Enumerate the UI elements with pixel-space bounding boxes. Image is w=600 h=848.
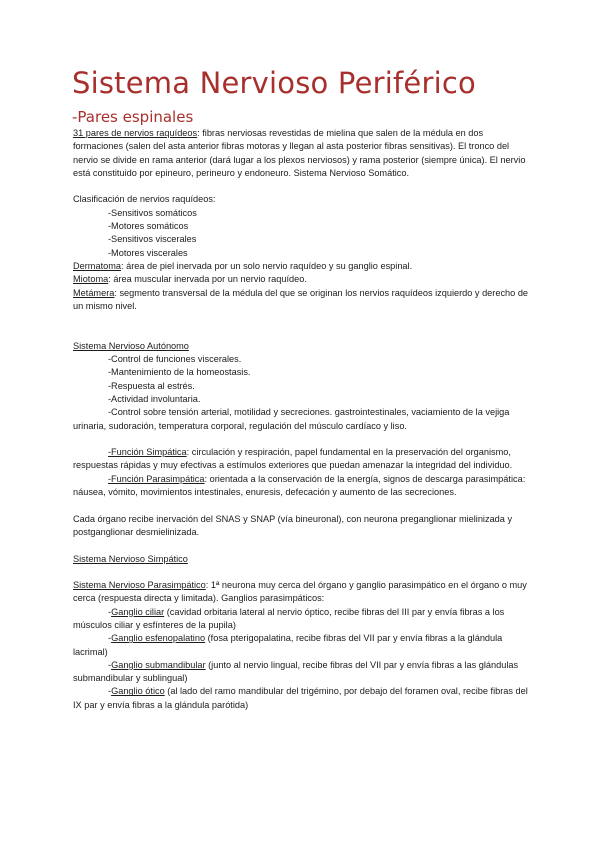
pares-text: : fibras nerviosas revestidas de mielina que salen de la médula en dos formaciones (salen del asta anterior fibras motoras y llegan al asta posterior fibras sensitivas). El tronco del nervio se divide en rama anterior (dará lugar a los plexos nerviosos) y rama posterior (siempre única). El nervio está constituido por epineuro, perineuro y endoneuro. Sistema Nervioso Somático.: [73, 128, 526, 178]
control-sobre-item: -Control sobre tensión arterial, motilidad y secreciones. gastrointestinales, vaciamiento de la vejiga urinaria, sudoración, temperatura corporal, regulación del músculo cardíaco y liso.: [73, 407, 510, 431]
pares-term: 31 pares de nervios raquídeos: [73, 128, 198, 138]
list-item: -Control de funciones viscerales.: [108, 354, 242, 365]
funcion-simpatica-term: -Función Simpática: [108, 447, 187, 458]
autonomo-heading: Sistema Nervioso Autónomo: [73, 340, 189, 351]
list-item: -Sensitivos viscerales: [108, 234, 197, 245]
metamera-definition: [73, 287, 529, 314]
definition-term: Metámera: [73, 287, 115, 298]
spacer: [73, 326, 529, 339]
ganglio-text: (junto al nervio lingual, recibe fibras del VII par y envía fibras a las glándulas submandibular y sublingual): [73, 659, 519, 684]
funcion-simpatica: [73, 446, 529, 473]
ganglio-text: (fosa pterigopalatina, recibe fibras del VII par y envía fibras a la glándula lacrimal): [73, 633, 503, 657]
page-title: Sistema Nervioso Periférico: [72, 66, 476, 100]
ganglio-item: -Ganglio esfenopalatino (fosa pterigopalatina, recibe fibras del VII par y envía fibras a la glándula lacrimal): [73, 633, 503, 657]
pares-paragraph: [73, 127, 529, 180]
document-body: [73, 127, 529, 712]
funcion-parasimpatica-term: -Función Parasimpática: [108, 473, 205, 484]
definition-text: : área de piel inervada por un solo nervio raquídeo y su ganglio espinal.: [121, 260, 413, 271]
simpatico-heading: Sistema Nervioso Simpático: [73, 553, 188, 564]
parasimpatico-text: : 1ª neurona muy cerca del órgano y ganglio parasimpático en el órgano o muy cerca (respuesta directa y limitada). Ganglios parasimpáticos:: [73, 580, 527, 604]
spacer: [73, 499, 529, 512]
definition-term: Dermatoma: [73, 260, 121, 271]
funcion-parasimpatica-text: : orientada a la conservación de la energía, signos de descarga parasimpática: náusea, vómito, movimientos intestinales, enuresis, defecación y aumento de las secreciones.: [73, 473, 526, 498]
ganglio-item: -Ganglio ciliar (cavidad orbitaria lateral al nervio óptico, recibe fibras del III par y envía fibras a los músculos ciliar y esfínteres de la pupila): [73, 606, 505, 630]
spacer: [73, 539, 529, 552]
spacer: [73, 313, 529, 326]
ganglio-term: Ganglio ciliar: [111, 606, 165, 617]
definition-text: : segmento transversal de la médula del que se originan los nervios raquídeos izquierdo y derecho de un mismo nivel.: [73, 287, 529, 311]
miotoma-definition: [73, 273, 529, 286]
funcion-simpatica-text: : circulación y respiración, papel fundamental en la preservación del organismo, respuestas rápidas y muy efectivas a estímulos exteriores que puedan amenazar la integridad del individuo.: [73, 447, 513, 471]
inervacion-paragraph: Cada órgano recibe inervación del SNAS y SNAP (vía bineuronal), con neurona preganglionar mielinizada y postganglionar desmielinizada.: [73, 513, 513, 537]
list-item: -Sensitivos somáticos: [108, 207, 197, 218]
list-item: -Mantenimiento de la homeostasis.: [108, 367, 251, 378]
spacer: [73, 180, 529, 193]
dermatoma-definition: [73, 260, 529, 273]
spacer: [73, 566, 529, 579]
spacer: [73, 433, 529, 446]
ganglio-term: Ganglio esfenopalatino: [111, 633, 206, 644]
list-item: -Motores somáticos: [108, 221, 189, 232]
ganglio-text: (cavidad orbitaria lateral al nervio óptico, recibe fibras del III par y envía fibras a los músculos ciliar y esfínteres de la pupila): [73, 606, 505, 630]
definition-text: : área muscular inervada por un nervio raquídeo.: [108, 274, 307, 285]
ganglio-term: Ganglio submandibular: [111, 659, 206, 670]
funcion-parasimpatica: [73, 473, 529, 500]
list-item: -Actividad involuntaria.: [108, 393, 201, 404]
list-item: -Respuesta al estrés.: [108, 380, 195, 391]
ganglio-item: -Ganglio ótico (al lado del ramo mandibular del trigémino, por debajo del foramen oval, recibe fibras del IX par y envía fibras a la glándula parótida): [73, 686, 528, 710]
ganglio-text: (al lado del ramo mandibular del trigémino, por debajo del foramen oval, recibe fibras del IX par y envía fibras a la glándula parótida): [73, 686, 528, 710]
parasimpatico-term: Sistema Nervioso Parasimpático: [73, 580, 206, 591]
parasimpatico-paragraph: [73, 579, 529, 606]
list-item: -Motores viscerales: [108, 247, 188, 258]
ganglio-item: -Ganglio submandibular (junto al nervio lingual, recibe fibras del VII par y envía fibras a las glándulas submandibular y sublingual): [73, 659, 519, 684]
ganglio-term: Ganglio ótico: [111, 686, 165, 697]
definition-term: Miotoma: [73, 274, 109, 285]
clasificacion-heading: Clasificación de nervios raquídeos:: [73, 194, 216, 205]
section-subtitle: -Pares espinales: [72, 108, 194, 126]
